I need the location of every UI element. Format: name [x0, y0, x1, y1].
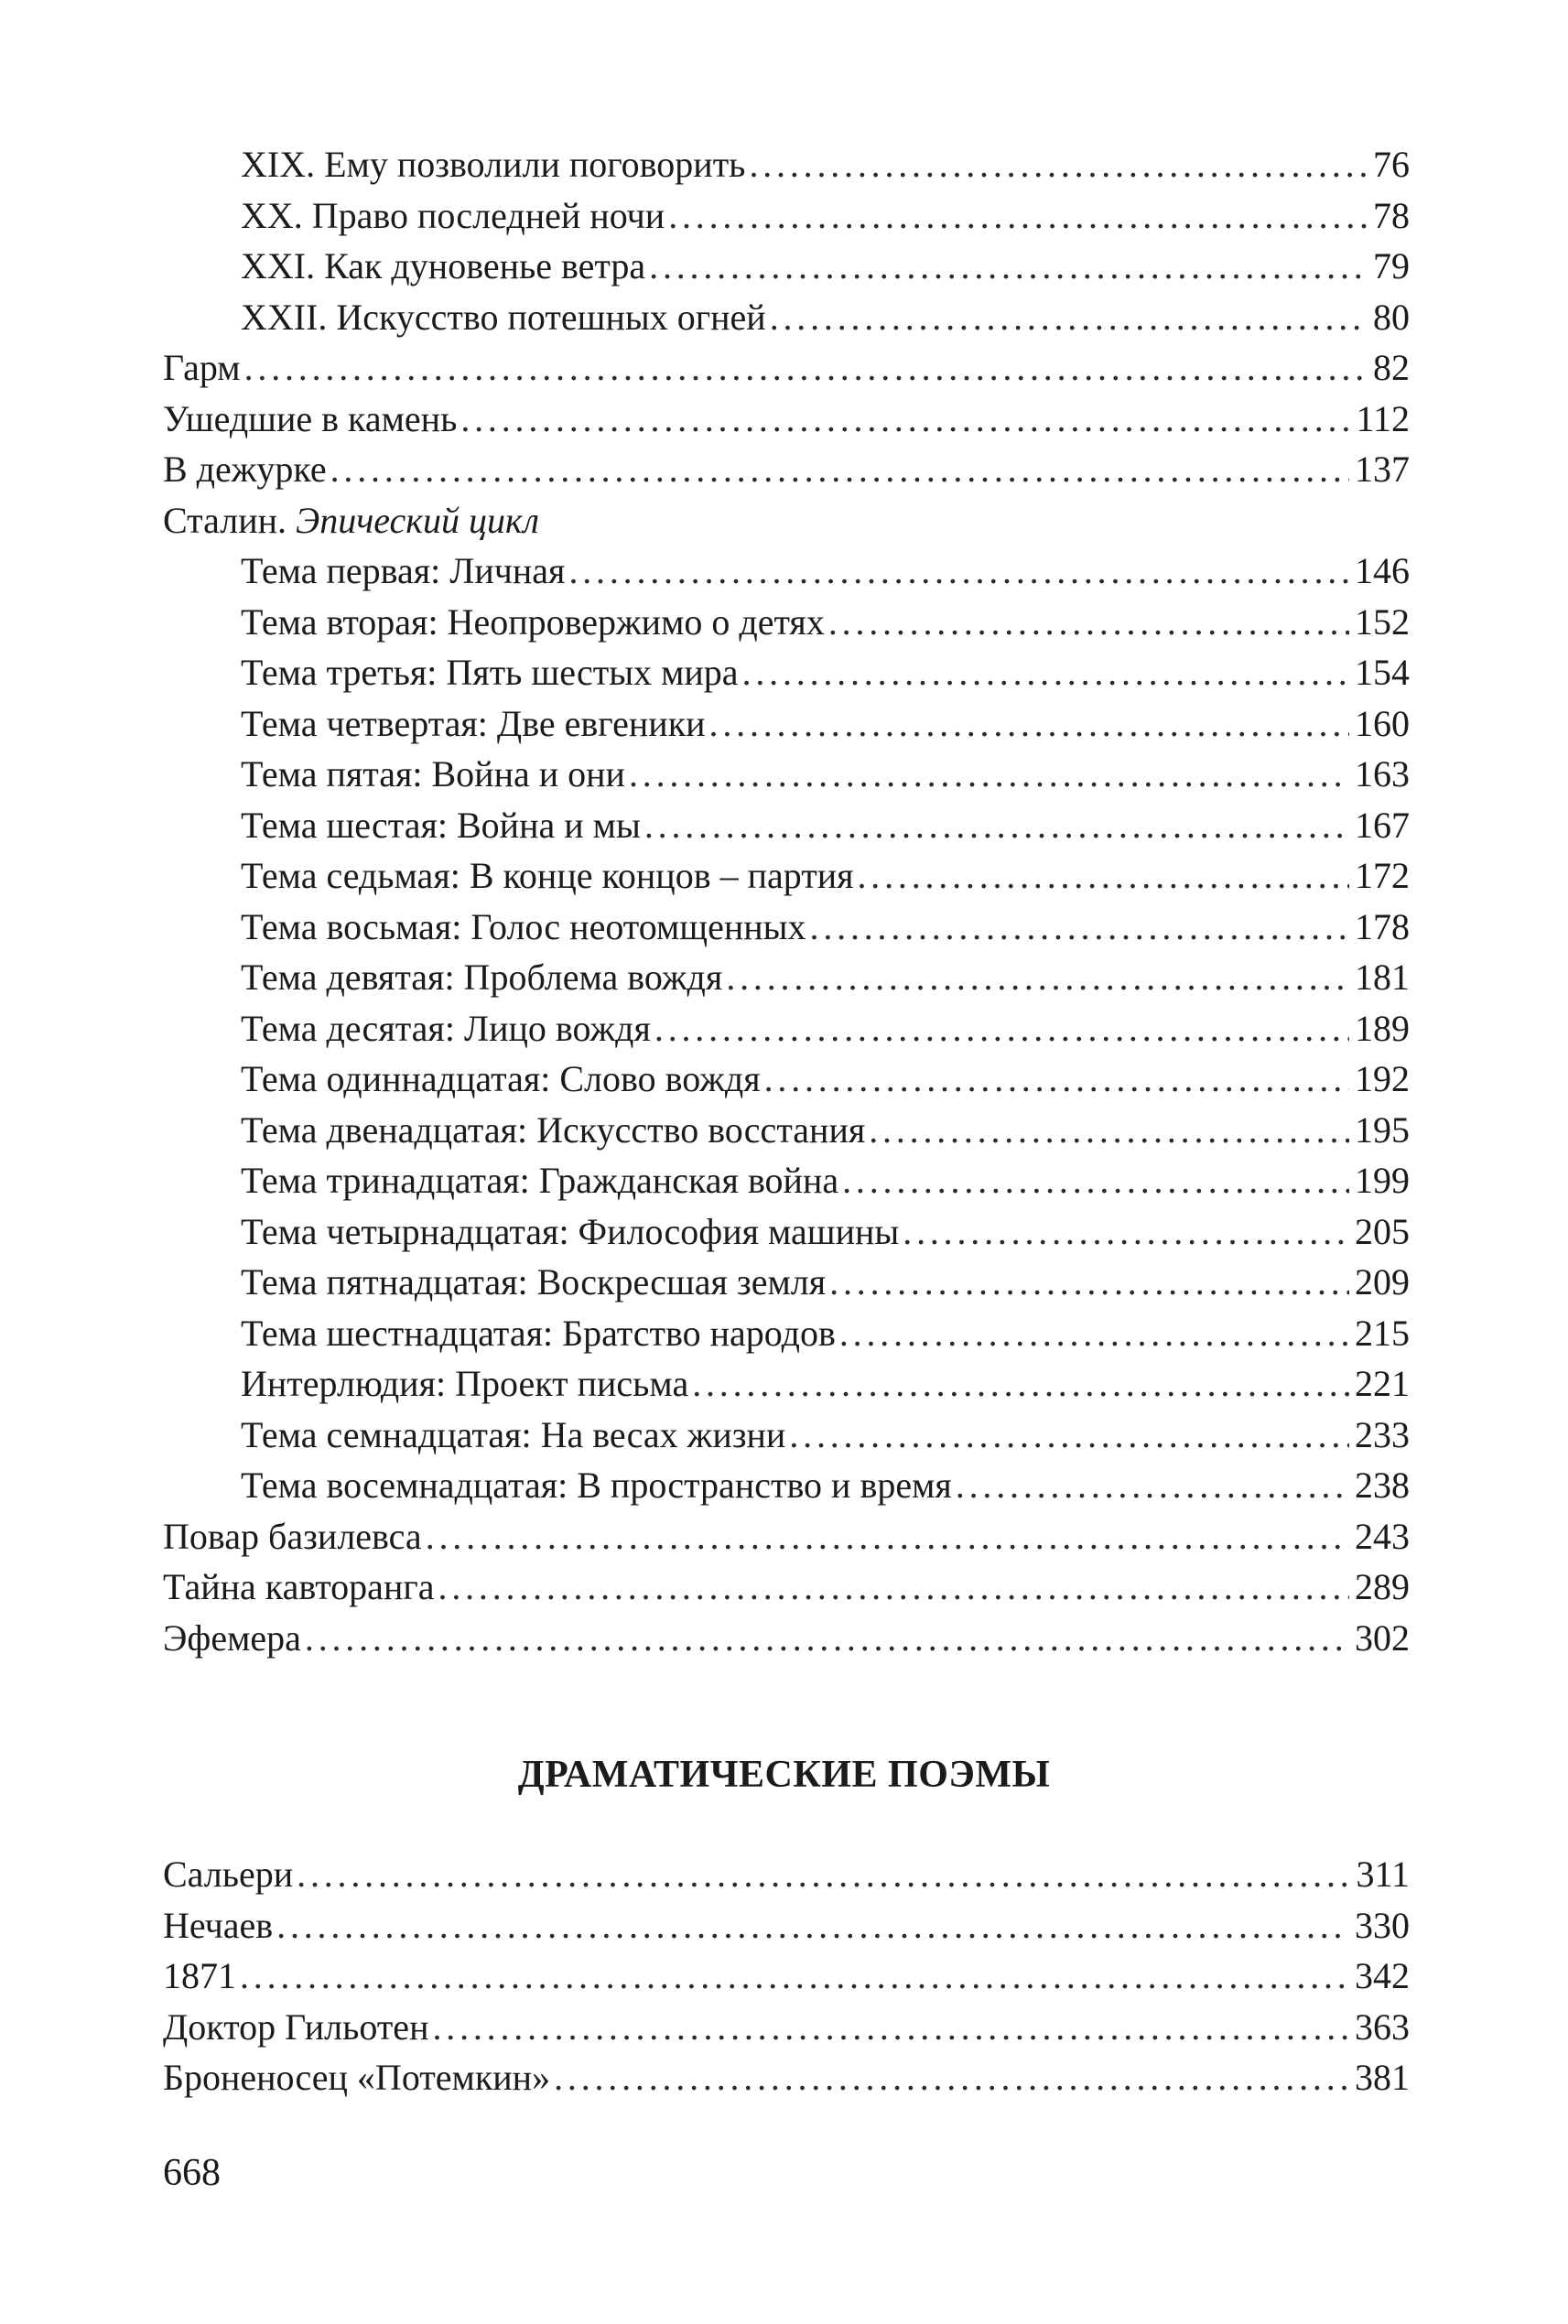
toc-entry: [163, 1460, 1410, 1511]
toc-entry-title: XXII. Искусство потешных огней: [241, 296, 766, 338]
toc-entry-page: 199: [1355, 1160, 1410, 1201]
toc-entry: [163, 2052, 1410, 2103]
toc-entry-page: 189: [1355, 1007, 1410, 1049]
toc-entry: [163, 241, 1410, 292]
dot-leader: [568, 546, 1349, 597]
toc-entry-page: 79: [1373, 245, 1410, 286]
toc-entry: [163, 1308, 1410, 1359]
toc-entry-title: Интерлюдия: Проект письма: [241, 1363, 689, 1404]
toc-entry: [163, 1003, 1410, 1054]
toc-entry: [163, 1951, 1410, 2002]
toc-entry-title: Тема десятая: Лицо вождя: [241, 1007, 651, 1049]
toc-entry-title: Тема вторая: Неопровержимо о детях: [241, 600, 825, 643]
toc-entry: [163, 1358, 1410, 1410]
toc-entry-page: 363: [1355, 2005, 1410, 2048]
toc-entry-title: Тайна кавторанга: [163, 1566, 435, 1607]
toc-entry: [163, 850, 1410, 902]
toc-entry-title: Тема пятнадцатая: Воскресшая земля: [241, 1261, 827, 1303]
toc-entry-page: 137: [1355, 449, 1410, 490]
toc-entry-title: Тема третья: Пять шестых мира: [241, 652, 739, 693]
dot-leader: [554, 2052, 1349, 2103]
toc-entry: [163, 1410, 1410, 1461]
toc-entry-page: 178: [1355, 905, 1410, 947]
dot-leader: [426, 1511, 1349, 1562]
toc-entry: [163, 647, 1410, 698]
dot-leader: [842, 1155, 1349, 1206]
toc-entry-page: 311: [1356, 1854, 1410, 1895]
dot-leader: [330, 444, 1349, 495]
toc-entry-title: Тема четырнадцатая: Философия машины: [241, 1210, 900, 1252]
toc-entry-page: 330: [1355, 1904, 1410, 1946]
dot-leader: [742, 647, 1349, 698]
toc-entry: [163, 292, 1410, 343]
dot-leader: [764, 1054, 1349, 1105]
toc-section-heading: [163, 495, 1410, 546]
toc-entry-page: 167: [1355, 804, 1410, 846]
toc-entry-page: 152: [1355, 600, 1410, 643]
toc-entry-title: Тема восьмая: Голос неотомщенных: [241, 905, 806, 947]
dot-leader: [956, 1460, 1349, 1511]
toc-entry-title: XX. Право последней ночи: [241, 194, 665, 236]
toc-entry-title: XIX. Ему позволили поговорить: [241, 144, 746, 185]
toc-entry: [163, 1900, 1410, 1951]
dot-leader: [858, 850, 1350, 902]
toc-entry-title: Сальери: [163, 1854, 294, 1895]
dot-leader: [869, 1105, 1349, 1156]
section-heading: ДРАМАТИЧЕСКИЕ ПОЭМЫ: [517, 1754, 1051, 1796]
toc-entry-page: 215: [1355, 1312, 1410, 1354]
dot-leader: [297, 1849, 1350, 1900]
toc-entry-page: 181: [1355, 957, 1410, 998]
dot-leader: [839, 1308, 1349, 1359]
toc-entry-page: 233: [1355, 1413, 1410, 1455]
toc-entry-title: Доктор Гильотен: [163, 2005, 429, 2048]
dot-leader: [903, 1206, 1349, 1258]
dot-leader: [305, 1613, 1349, 1664]
toc-entry-title: Тема шестнадцатая: Братство народов: [241, 1312, 836, 1354]
dot-leader: [668, 190, 1368, 242]
toc-entry-page: 209: [1355, 1261, 1410, 1303]
toc-entry-title: Тема восемнадцатая: В пространство и время: [241, 1465, 952, 1506]
toc-entry-page: 82: [1373, 347, 1410, 388]
toc-entry-title: Тема первая: Личная: [241, 550, 566, 591]
toc-entry: [163, 1562, 1410, 1613]
toc-entry: [163, 1105, 1410, 1156]
table-of-contents-dramatic-poems: [163, 1849, 1410, 2103]
toc-entry-title: Тема тринадцатая: Гражданская война: [241, 1160, 839, 1201]
toc-entry: [163, 342, 1410, 394]
toc-entry: [163, 394, 1410, 445]
toc-entry-title: Тема четвертая: Две евгеники: [241, 702, 706, 744]
toc-entry-page: 172: [1355, 855, 1410, 896]
toc-entry: [163, 1613, 1410, 1664]
toc-entry: [163, 749, 1410, 800]
toc-entry-page: 238: [1355, 1465, 1410, 1506]
toc-entry: [163, 1849, 1410, 1900]
dot-leader: [460, 394, 1350, 445]
toc-entry-page: 221: [1355, 1363, 1410, 1404]
dot-leader: [438, 1562, 1349, 1613]
dot-leader: [629, 749, 1349, 800]
toc-entry-title: Тема шестая: Война и мы: [241, 804, 641, 846]
dot-leader: [649, 241, 1368, 292]
toc-entry-page: 80: [1373, 296, 1410, 338]
dot-leader: [244, 342, 1368, 394]
toc-entry-page: 243: [1355, 1515, 1410, 1557]
toc-entry-page: 195: [1355, 1108, 1410, 1151]
dot-leader: [749, 139, 1368, 190]
toc-entry-subtitle: Эпический цикл: [296, 499, 539, 541]
toc-entry-title: Тема одиннадцатая: Слово вождя: [241, 1058, 761, 1099]
toc-entry-title: Эфемера: [163, 1616, 301, 1659]
toc-entry: [163, 444, 1410, 495]
toc-entry-title: 1871: [163, 1955, 236, 1996]
toc-entry: [163, 902, 1410, 953]
toc-entry-title: Ушедшие в камень: [163, 397, 458, 439]
toc-entry-page: 154: [1355, 652, 1410, 693]
dot-leader: [828, 597, 1349, 648]
toc-entry: [163, 952, 1410, 1003]
dot-leader: [789, 1410, 1349, 1461]
toc-entry: [163, 1206, 1410, 1258]
dot-leader: [692, 1358, 1349, 1410]
toc-entry-page: 146: [1355, 550, 1410, 591]
toc-entry-page: 163: [1355, 753, 1410, 794]
dot-leader: [654, 1003, 1349, 1054]
toc-entry-page: 160: [1355, 702, 1410, 744]
toc-entry-page: 112: [1356, 397, 1410, 439]
toc-entry-title: Тема двенадцатая: Искусство восстания: [241, 1108, 866, 1151]
toc-entry-page: 78: [1373, 194, 1410, 236]
dot-leader: [644, 800, 1349, 851]
toc-entry-title: Сталин.: [163, 499, 287, 541]
toc-entry-title: Гарм: [163, 347, 241, 388]
toc-entry-title: Тема семнадцатая: На весах жизни: [241, 1413, 786, 1455]
dot-leader: [709, 698, 1349, 750]
toc-entry-page: 205: [1355, 1210, 1410, 1252]
toc-entry-page: 76: [1373, 144, 1410, 185]
dot-leader: [829, 1257, 1349, 1308]
toc-entry: [163, 800, 1410, 851]
toc-entry: [163, 597, 1410, 648]
toc-entry-title: Тема седьмая: В конце концов – партия: [241, 855, 854, 896]
dot-leader: [726, 952, 1349, 1003]
table-of-contents: [163, 139, 1410, 1663]
toc-entry: [163, 190, 1410, 242]
toc-entry-page: 342: [1355, 1955, 1410, 1996]
toc-entry-page: 302: [1355, 1616, 1410, 1659]
toc-entry: [163, 1257, 1410, 1308]
toc-entry-title: XXI. Как дуновенье ветра: [241, 245, 646, 286]
dot-leader: [770, 292, 1368, 343]
toc-entry-title: Нечаев: [163, 1904, 274, 1946]
toc-entry-title: Тема девятая: Проблема вождя: [241, 957, 723, 998]
toc-entry-page: 192: [1355, 1058, 1410, 1099]
toc-entry: [163, 139, 1410, 190]
toc-entry: [163, 1054, 1410, 1105]
toc-entry-title: Тема пятая: Война и они: [241, 753, 625, 794]
toc-entry: [163, 1155, 1410, 1206]
toc-entry-title: В дежурке: [163, 449, 327, 490]
toc-entry: [163, 546, 1410, 597]
toc-entry: [163, 698, 1410, 750]
dot-leader: [810, 902, 1349, 953]
toc-entry-page: 381: [1355, 2057, 1410, 2098]
dot-leader: [240, 1951, 1349, 2002]
toc-entry-title: Повар базилевса: [163, 1515, 422, 1557]
dot-leader: [432, 2002, 1349, 2053]
dot-leader: [276, 1900, 1349, 1951]
toc-entry: [163, 1511, 1410, 1562]
toc-entry: [163, 2002, 1410, 2053]
page-number: 668: [163, 2152, 221, 2194]
toc-entry-page: 289: [1355, 1566, 1410, 1607]
toc-entry-title: Броненосец «Потемкин»: [163, 2057, 551, 2098]
